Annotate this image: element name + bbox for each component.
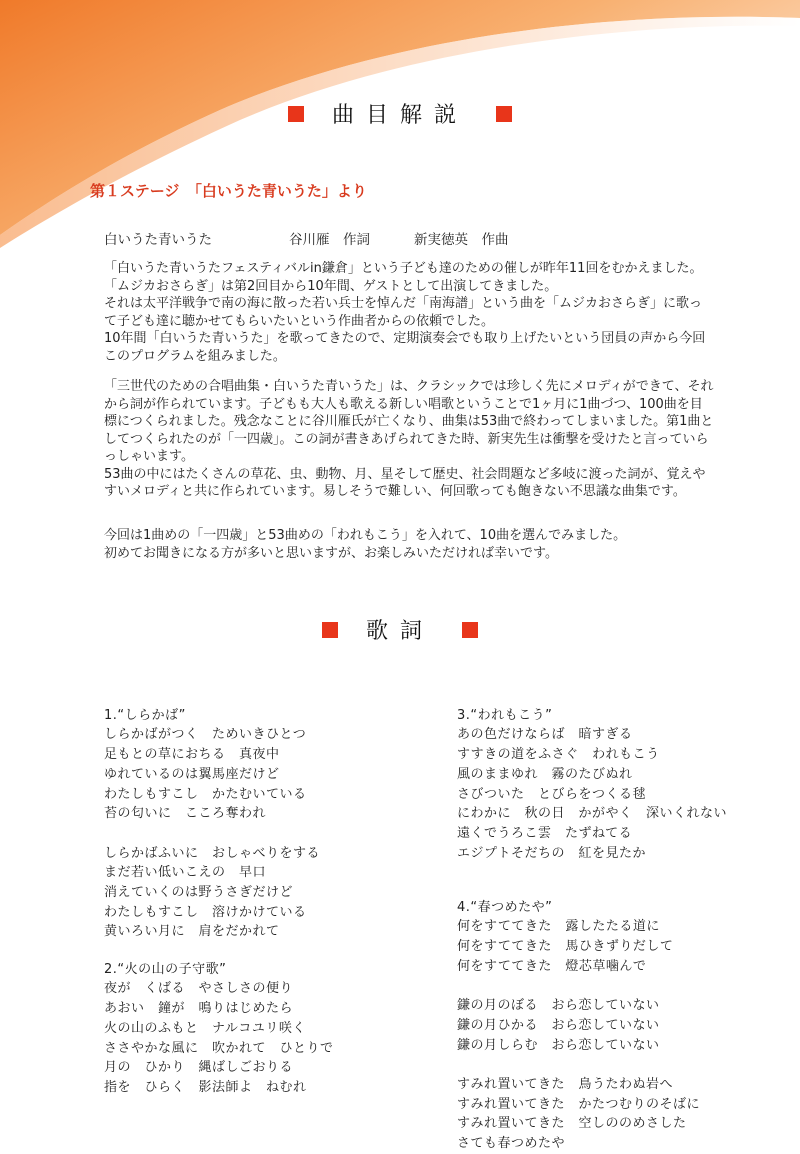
square-bullet-icon bbox=[322, 622, 338, 638]
lyric-title: 3.“われもこう” bbox=[457, 707, 553, 723]
composer-credit: 新実徳英 作曲 bbox=[414, 232, 509, 248]
commentary-paragraph: 「白いうた青いうたフェスティバルin鎌倉」という子ども達のための催しが昨年11回をむかえました。「ムジカおさらぎ」は第2回目から10年間、ゲストとして出演してきました。 それは太平洋戦争で南の海に散った若い兵士を悼んだ「南海譜」という曲を「ムジカおさらぎ」に歌って子ども達に聴かせてもらいたいという作曲者からの依頼でした。 10年間「白いうた青いうた」を歌ってきたので、定期演奏会でも取り上げたいという団員の声から今回このプログラムを組みました。 bbox=[104, 261, 706, 364]
lyric-block bbox=[457, 686, 727, 863]
lyric-block bbox=[104, 940, 334, 1098]
square-bullet-icon bbox=[462, 622, 478, 638]
stage-title: 第１ステージ 「白いうた青いうた」より bbox=[90, 182, 367, 200]
section-heading-commentary bbox=[0, 98, 800, 129]
lyric-text: あの色だけならば 暗すぎる すすきの道をふさぐ われもこう 風のままゆれ 霧のたびぬれ さびついた とびらをつくる毬 にわかに 秋の日 かがやく 深いくれない 遠くでうろこ雲 たずねてる エジプトそだちの 紅を見たか bbox=[457, 727, 728, 861]
square-bullet-icon bbox=[288, 106, 304, 122]
song-name: 白いうた青いうた bbox=[104, 232, 212, 248]
square-bullet-icon bbox=[496, 106, 512, 122]
section-title: 曲目解説 bbox=[331, 103, 468, 128]
section-heading-lyrics bbox=[0, 614, 800, 645]
lyric-text: 夜が くばる やさしさの便り あおい 鐘が 鳴りはじめたら 火の山のふもと ナルコユリ咲く ささやかな風に 吹かれて ひとりで 月の ひかり 縄ばしごおりる 指を ひらく 影法師よ ねむれ bbox=[104, 981, 334, 1095]
commentary-paragraph: 今回は1曲めの「一四歳」と53曲めの「われもこう」を入れて、10曲を選んでみました。 初めてお聞きになる方が多いと思いますが、お楽しみいただければ幸いです。 bbox=[104, 528, 627, 561]
lyric-title: 4.“春つめたや” bbox=[457, 899, 553, 915]
lyricist-credit: 谷川雁 作詞 bbox=[289, 232, 370, 248]
lyric-title: 1.“しらかば” bbox=[104, 707, 186, 723]
lyric-text: しらかばがつく ためいきひとつ 足もとの草におちる 真夜中 ゆれているのは翼馬座だけど わたしもすこし かたむいている 苔の匂いに こころ奪われ しらかばふいに おしゃべりをする まだ若い低いこえの 早口 消えていくのは野うさぎだけど わたしもすこし 溶けかけている 黄いろい月に 肩をだかれて bbox=[104, 727, 321, 940]
commentary-paragraph: 「三世代のための合唱曲集・白いうた青いうた」は、クラシックでは珍しく先にメロディができて、それから詞が作られています。子どもも大人も歌える新しい唱歌ということで1ヶ月に1曲づつ、100曲を目標につくられました。残念なことに谷川雁氏が亡くなり、曲集は53曲で終わってしまいました。第1曲としてつくられたのが「一四歳」。この詞が書きあげられてきた時、新実先生は衝撃を受けたと言っていらっしゃいます。 53曲の中にはたくさんの草花、虫、動物、月、星そして歴史、社会問題など多岐に渡った詞が、覚えやすいメロディと共に作られています。易しそうで難しい、何回歌っても飽きない不思議な曲集です。 bbox=[104, 379, 714, 499]
lyric-title: 2.“火の山の子守歌” bbox=[104, 961, 227, 977]
lyric-block bbox=[104, 686, 320, 942]
lyric-block bbox=[457, 878, 700, 1154]
section-title: 歌詞 bbox=[365, 619, 434, 644]
lyric-text: 何をすててきた 露したたる道に 何をすててきた 馬ひきずりだして 何をすててきた 燈芯草噛んで 鎌の月のぼる おら恋していない 鎌の月ひかる おら恋していない 鎌の月しらむ おら恋していない すみれ置いてきた 鳥うたわぬ岩へ すみれ置いてきた かたつむりのそばに すみれ置いてきた 空しののめさした さても春つめたや bbox=[457, 919, 701, 1152]
